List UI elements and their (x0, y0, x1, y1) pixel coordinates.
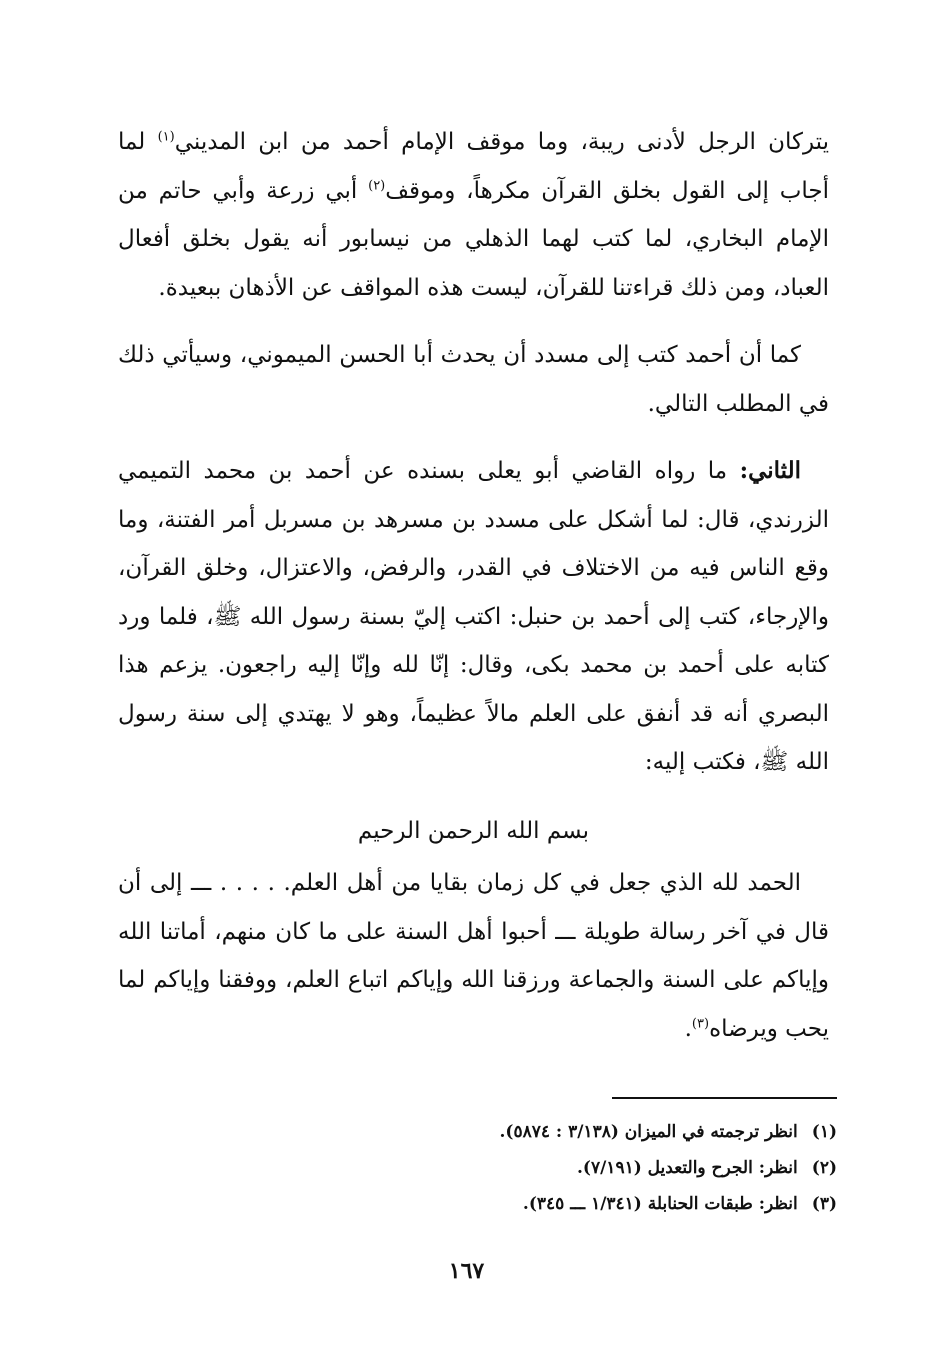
paragraph-3-lead: الثاني: (739, 457, 801, 484)
footnote-1 (118, 1114, 837, 1150)
footnote-divider (612, 1097, 837, 1099)
main-text (118, 118, 829, 1053)
paragraph-4 (118, 859, 829, 1053)
footnote-text: انظر ترجمته في الميزان (٣/١٣٨ : ٥٨٧٤). (499, 1122, 798, 1142)
footnote-number: (٢) (811, 1158, 837, 1178)
page-number: ١٦٧ (448, 1258, 485, 1284)
footnote-text: انظر: الجرح والتعديل (٧/١٩١). (577, 1158, 798, 1178)
paragraph-1 (118, 118, 829, 312)
paragraph-1-part-b: لما أجاب إلى القول بخلق القرآن مكرهاً، وموقف (118, 129, 829, 204)
paragraph-3-text: ما رواه القاضي أبو يعلى بسنده عن أحمد بن محمد التميمي الزرندي، قال: لما أشكل على مسدد بن مسرهد بن مسربل أمر الفتنة، وما وقع الناس فيه من الاختلاف في القدر، والرفض، والاعتزال، وخلق القرآن، والإرجاء، كتب إلى أحمد بن حنبل: اكتب إليّ بسنة رسول الله ﷺ، فلما ورد كتابه على أحمد بن محمد بكى، وقال: إنّا لله وإنّا إليه راجعون. يزعم هذا البصري أنه قد أنفق على العلم مالاً عظيماً، وهو لا يهتدي إلى سنة رسول الله ﷺ، فكتب إليه: (118, 458, 830, 775)
paragraph-2: كما أن أحمد كتب إلى مسدد أن يحدث أبا الحسن الميموني، وسيأتي ذلك في المطلب التالي. (118, 342, 829, 417)
footnote-ref-1: (١) (157, 129, 175, 145)
paragraph-3 (118, 447, 829, 787)
footnote-2 (118, 1150, 837, 1186)
footnote-ref-2: (٢) (368, 177, 386, 193)
footnotes (118, 1114, 837, 1222)
footnote-number: (١) (811, 1122, 837, 1142)
paragraph-1-part-c: أبي زرعة وأبي حاتم من الإمام البخاري، لما كتب لهما الذهلي من نيسابور أنه يقول بخلق أفعال العباد، ومن ذلك قراءتنا للقرآن، ليست هذه المواقف عن الأذهان ببعيدة. (118, 177, 829, 301)
paragraph-4-text: الحمد لله الذي جعل في كل زمان بقايا من أهل العلم. . . . . ـــ إلى أن قال في آخر رسالة طويلة ـــ أحبوا أهل السنة على ما كان منهم، أماتنا الله وإياكم على السنة والجماعة ورزقنا الله وإياكم اتباع العلم، ووفقنا وإياكم لما يحب ويرضاه (118, 870, 829, 1042)
paragraph-1-part-a: يتركان الرجل لأدنى ريبة، وما موقف الإمام أحمد من ابن المديني (174, 129, 829, 155)
footnote-ref-3: (٣) (691, 1015, 710, 1031)
paragraph-4-end: . (684, 1015, 692, 1042)
footnote-text: انظر: طبقات الحنابلة (١/٣٤١ ـــ ٣٤٥). (522, 1194, 798, 1214)
footnote-3 (118, 1186, 837, 1222)
basmala-heading: بسم الله الرحمن الرحيم (357, 817, 590, 844)
footnote-number: (٣) (811, 1194, 837, 1214)
